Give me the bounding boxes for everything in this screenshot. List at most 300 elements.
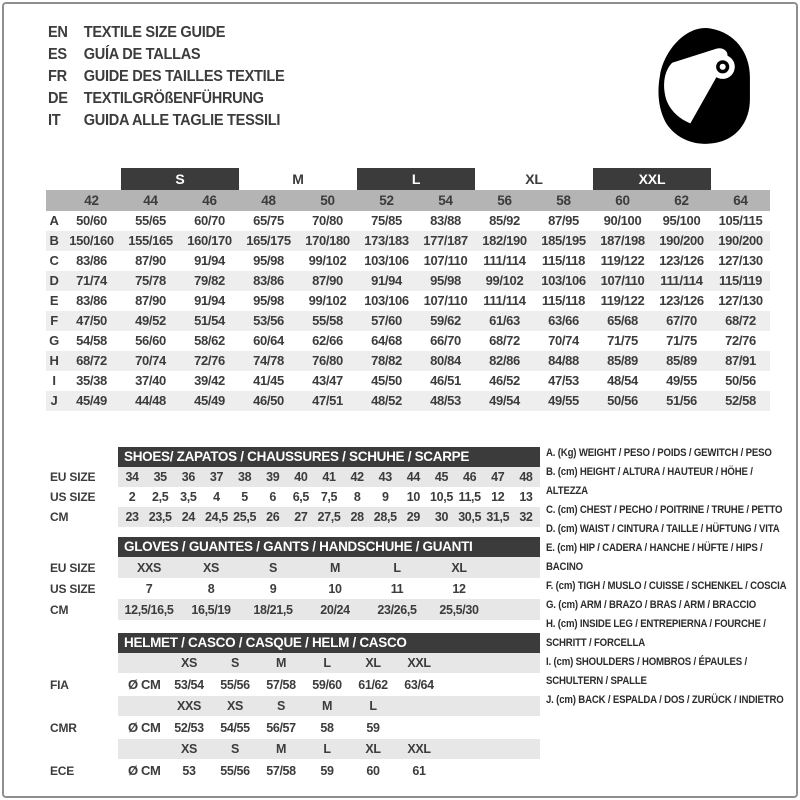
helmet-size-cell: XXS bbox=[177, 699, 201, 713]
row-letter: J bbox=[50, 393, 58, 408]
size-cell: 170/180 bbox=[305, 233, 350, 248]
table-cell: 28 bbox=[350, 510, 364, 524]
legend-item: B. (cm) HEIGHT / ALTURA / HAUTEUR / HÖHE / ALTEZZA bbox=[546, 466, 753, 497]
size-column-header: 50 bbox=[320, 193, 335, 208]
size-cell: 75/78 bbox=[135, 273, 166, 288]
shoes-table-title: SHOES/ ZAPATOS / CHAUSSURES / SCHUHE / SCARPE bbox=[118, 447, 540, 467]
table-row-label: US SIZE bbox=[50, 581, 96, 596]
size-group-xxl: XXL bbox=[593, 168, 711, 190]
size-cell: 155/165 bbox=[128, 233, 173, 248]
table-cell: 54/55 bbox=[220, 720, 250, 735]
language-code: DE bbox=[48, 90, 68, 107]
size-row-a bbox=[46, 211, 770, 231]
size-column-header: 42 bbox=[84, 193, 99, 208]
table-cell: 16,5/19 bbox=[191, 602, 231, 617]
size-cell: 72/76 bbox=[725, 333, 756, 348]
size-cell: 55/65 bbox=[135, 213, 166, 228]
table-cell: XS bbox=[203, 560, 219, 575]
table-cell: 3,5 bbox=[180, 490, 197, 504]
table-cell: 10 bbox=[406, 490, 420, 504]
size-cell: 49/55 bbox=[666, 373, 697, 388]
language-row bbox=[48, 66, 284, 88]
size-cell: 61/63 bbox=[489, 313, 520, 328]
table-cell: 59/60 bbox=[312, 677, 342, 692]
size-group-row bbox=[46, 168, 770, 190]
table-cell: 23/26,5 bbox=[377, 602, 417, 617]
size-cell: 85/89 bbox=[666, 353, 697, 368]
table-cell: 46 bbox=[463, 470, 477, 484]
helmet-values bbox=[118, 673, 540, 696]
table-cell: 18/21,5 bbox=[253, 602, 293, 617]
size-group-xl: XL bbox=[525, 171, 543, 187]
table-row-values bbox=[118, 599, 540, 620]
size-cell: 190/200 bbox=[659, 233, 704, 248]
table-cell: 40 bbox=[294, 470, 308, 484]
size-cell: 47/50 bbox=[76, 313, 107, 328]
table-cell: 27 bbox=[294, 510, 308, 524]
helmet-value-row-cmr bbox=[50, 716, 540, 739]
helmet-size-cell: M bbox=[275, 742, 287, 756]
helmet-size-header-row bbox=[50, 653, 540, 673]
size-row-e bbox=[46, 291, 770, 311]
size-cell: 80/84 bbox=[430, 353, 461, 368]
helmet-table-body bbox=[50, 653, 540, 782]
table-cell: 25,5 bbox=[233, 510, 257, 524]
size-cell: 35/38 bbox=[76, 373, 107, 388]
size-cell: 99/102 bbox=[308, 253, 347, 268]
size-cell: 60/64 bbox=[253, 333, 284, 348]
size-cell: 49/52 bbox=[135, 313, 166, 328]
size-cell: 111/114 bbox=[660, 273, 703, 288]
size-cell: 105/115 bbox=[718, 213, 763, 228]
table-row-label bbox=[50, 739, 118, 759]
table-cell: 6,5 bbox=[292, 490, 310, 504]
size-cell: 46/52 bbox=[489, 373, 520, 388]
table-cell: 30,5 bbox=[458, 510, 482, 524]
size-cell: 95/98 bbox=[430, 273, 461, 288]
size-cell: 57/60 bbox=[371, 313, 402, 328]
size-cell: 95/98 bbox=[253, 293, 284, 308]
table-row bbox=[50, 599, 540, 620]
size-row-g bbox=[46, 331, 770, 351]
table-cell: 23,5 bbox=[148, 510, 172, 524]
size-cell: 75/85 bbox=[371, 213, 402, 228]
legend-item: J. (cm) BACK / ESPALDA / DOS / ZURÜCK / INDIETRO bbox=[546, 694, 784, 706]
size-cell: 87/95 bbox=[548, 213, 579, 228]
table-cell: L bbox=[393, 560, 401, 575]
legend-item: H. (cm) INSIDE LEG / ENTREPIERNA / FOURCHE / SCHRITT / FORCELLA bbox=[546, 618, 766, 649]
size-cell: 90/100 bbox=[603, 213, 642, 228]
size-cell: 99/102 bbox=[308, 293, 347, 308]
table-cell: 53/54 bbox=[174, 677, 204, 692]
size-row-b bbox=[46, 231, 770, 251]
helmet-size-headers bbox=[118, 696, 540, 716]
size-cell: 48/52 bbox=[371, 393, 402, 408]
table-cell: 56/57 bbox=[266, 720, 296, 735]
size-cell: 65/75 bbox=[253, 213, 284, 228]
size-columns-row bbox=[46, 190, 770, 211]
table-row-values bbox=[118, 487, 540, 507]
table-cell: 47 bbox=[491, 470, 505, 484]
helmet-values bbox=[118, 716, 540, 739]
size-cell: 51/54 bbox=[194, 313, 225, 328]
helmet-size-cell: XS bbox=[181, 656, 197, 670]
helmet-icon bbox=[652, 26, 758, 148]
row-letter: F bbox=[50, 313, 58, 328]
table-cell: 9 bbox=[381, 490, 389, 504]
table-cell: 55/56 bbox=[220, 677, 250, 692]
language-row bbox=[48, 110, 284, 132]
row-letter: I bbox=[52, 373, 56, 388]
size-cell: 83/86 bbox=[76, 293, 107, 308]
table-cell: 24 bbox=[181, 510, 195, 524]
size-cell: 49/54 bbox=[489, 393, 520, 408]
table-cell: 53 bbox=[182, 763, 196, 778]
size-cell: 83/88 bbox=[430, 213, 461, 228]
size-cell: 95/100 bbox=[662, 213, 701, 228]
table-cell: 57/58 bbox=[266, 763, 296, 778]
helmet-size-cell: S bbox=[277, 699, 285, 713]
helmet-size-cell: XXL bbox=[407, 742, 431, 756]
table-cell: 59 bbox=[366, 720, 380, 735]
table-row bbox=[50, 557, 540, 578]
size-cell: 91/94 bbox=[194, 293, 225, 308]
table-cell: 20/24 bbox=[320, 602, 350, 617]
size-cell: 87/91 bbox=[725, 353, 756, 368]
size-cell: 68/72 bbox=[489, 333, 520, 348]
size-cell: 47/51 bbox=[312, 393, 343, 408]
size-cell: 55/58 bbox=[312, 313, 343, 328]
textile-size-table bbox=[46, 168, 770, 411]
size-column-header: 56 bbox=[497, 193, 512, 208]
size-cell: 56/60 bbox=[135, 333, 166, 348]
helmet-standard-label: ECE bbox=[50, 763, 75, 778]
size-cell: 62/66 bbox=[312, 333, 343, 348]
table-cell: 42 bbox=[350, 470, 364, 484]
helmet-size-cell: XS bbox=[227, 699, 243, 713]
helmet-value-row-ece bbox=[50, 759, 540, 782]
row-letter: E bbox=[49, 293, 59, 308]
table-cell: 29 bbox=[406, 510, 420, 524]
size-cell: 95/98 bbox=[253, 253, 284, 268]
size-column-header: 54 bbox=[438, 193, 453, 208]
legend-item: D. (cm) WAIST / CINTURA / TAILLE / HÜFTUNG / VITA bbox=[546, 523, 780, 535]
diameter-label: Ø CM bbox=[128, 763, 161, 778]
helmet-standard-label: CMR bbox=[50, 720, 77, 735]
size-cell: 103/106 bbox=[364, 253, 409, 268]
size-cell: 72/76 bbox=[194, 353, 225, 368]
table-cell: 41 bbox=[322, 470, 336, 484]
gloves-table-body bbox=[50, 557, 540, 620]
size-cell: 48/53 bbox=[430, 393, 461, 408]
table-cell: 36 bbox=[181, 470, 195, 484]
language-code: IT bbox=[48, 112, 61, 129]
size-cell: 115/118 bbox=[541, 293, 586, 308]
gloves-table bbox=[50, 537, 540, 620]
size-group-m: M bbox=[292, 171, 304, 187]
helmet-size-cell: L bbox=[323, 742, 331, 756]
size-cell: 50/60 bbox=[76, 213, 107, 228]
size-cell: 187/198 bbox=[600, 233, 645, 248]
size-row-j bbox=[46, 391, 770, 411]
size-cell: 127/130 bbox=[718, 253, 763, 268]
table-cell: 12 bbox=[491, 490, 505, 504]
table-cell: 7,5 bbox=[320, 490, 338, 504]
size-cell: 43/47 bbox=[312, 373, 343, 388]
table-cell: 4 bbox=[213, 490, 220, 504]
table-cell: 55/56 bbox=[220, 763, 250, 778]
table-cell: 6 bbox=[269, 490, 277, 504]
language-title: GUÍA DE TALLAS bbox=[83, 46, 201, 63]
table-cell: 28,5 bbox=[373, 510, 397, 524]
size-cell: 63/66 bbox=[548, 313, 579, 328]
helmet-size-cell: XL bbox=[365, 742, 381, 756]
table-row-label bbox=[50, 653, 118, 673]
table-cell: 8 bbox=[353, 490, 361, 504]
table-cell: 61/62 bbox=[358, 677, 388, 692]
size-column-header: 48 bbox=[261, 193, 276, 208]
diameter-label: Ø CM bbox=[128, 720, 161, 735]
row-letter: G bbox=[49, 333, 59, 348]
size-cell: 182/190 bbox=[482, 233, 527, 248]
table-cell: 43 bbox=[378, 470, 392, 484]
corner-cell bbox=[46, 190, 62, 211]
size-cell: 85/92 bbox=[489, 213, 520, 228]
size-row-i bbox=[46, 371, 770, 391]
legend-item: C. (cm) CHEST / PECHO / POITRINE / TRUHE / PETTO bbox=[546, 504, 783, 516]
table-row-label: CM bbox=[50, 510, 69, 524]
table-row-label: EU SIZE bbox=[50, 560, 96, 575]
helmet-size-cell: S bbox=[231, 656, 239, 670]
table-cell: 35 bbox=[153, 470, 167, 484]
table-cell: 11 bbox=[390, 581, 404, 596]
size-cell: 70/74 bbox=[548, 333, 579, 348]
table-cell: 58 bbox=[320, 720, 334, 735]
table-cell: 37 bbox=[209, 470, 224, 484]
table-row bbox=[50, 487, 540, 507]
size-cell: 45/49 bbox=[194, 393, 225, 408]
size-cell: 185/195 bbox=[541, 233, 586, 248]
size-cell: 45/49 bbox=[76, 393, 107, 408]
size-cell: 39/42 bbox=[194, 373, 225, 388]
size-cell: 87/90 bbox=[135, 253, 166, 268]
size-cell: 190/200 bbox=[718, 233, 763, 248]
size-cell: 68/72 bbox=[725, 313, 756, 328]
helmet-standard-label: FIA bbox=[50, 677, 69, 692]
table-cell: 12,5/16,5 bbox=[124, 602, 174, 617]
size-cell: 67/70 bbox=[666, 313, 697, 328]
table-cell: 48 bbox=[519, 470, 533, 484]
helmet-size-cell: L bbox=[369, 699, 377, 713]
table-cell: 52/53 bbox=[174, 720, 204, 735]
size-cell: 50/56 bbox=[725, 373, 756, 388]
size-cell: 41/45 bbox=[253, 373, 284, 388]
size-cell: 54/58 bbox=[76, 333, 107, 348]
helmet-size-cell: L bbox=[323, 656, 331, 670]
size-row-c bbox=[46, 251, 770, 271]
size-group-s: S bbox=[121, 168, 239, 190]
helmet-size-headers bbox=[118, 739, 540, 759]
size-cell: 59/62 bbox=[430, 313, 461, 328]
row-letter: B bbox=[49, 233, 59, 248]
size-row-d bbox=[46, 271, 770, 291]
table-cell: M bbox=[329, 560, 341, 575]
size-column-header: 46 bbox=[202, 193, 217, 208]
language-code: ES bbox=[48, 46, 67, 63]
table-cell: 11,5 bbox=[458, 490, 481, 504]
helmet-size-headers bbox=[118, 653, 540, 673]
language-code: FR bbox=[48, 68, 67, 85]
shoes-table bbox=[50, 447, 540, 527]
size-cell: 103/106 bbox=[541, 273, 586, 288]
size-column-header: 62 bbox=[674, 193, 689, 208]
table-cell: 10,5 bbox=[430, 490, 453, 504]
gloves-table-title: GLOVES / GUANTES / GANTS / HANDSCHUHE / GUANTI bbox=[118, 537, 540, 557]
size-cell: 71/75 bbox=[607, 333, 638, 348]
table-cell: 31,5 bbox=[486, 510, 510, 524]
size-cell: 82/86 bbox=[489, 353, 520, 368]
row-letter: D bbox=[49, 273, 59, 288]
table-cell: 23 bbox=[125, 510, 139, 524]
table-cell: 9 bbox=[269, 581, 277, 596]
helmet-table-title: HELMET / CASCO / CASQUE / HELM / CASCO bbox=[118, 633, 540, 653]
size-cell: 37/40 bbox=[135, 373, 166, 388]
language-row bbox=[48, 22, 284, 44]
table-cell: 26 bbox=[266, 510, 280, 524]
table-cell: 63/64 bbox=[404, 677, 434, 692]
size-cell: 58/62 bbox=[194, 333, 225, 348]
size-cell: 79/82 bbox=[194, 273, 225, 288]
table-cell: 5 bbox=[241, 490, 248, 504]
size-cell: 111/114 bbox=[483, 253, 526, 268]
size-cell: 70/80 bbox=[312, 213, 343, 228]
language-title: TEXTILGRÖßENFÜHRUNG bbox=[83, 90, 264, 107]
table-cell: 38 bbox=[237, 470, 252, 484]
table-row-values bbox=[118, 467, 540, 487]
row-letter: H bbox=[49, 353, 59, 368]
table-cell: 30 bbox=[434, 510, 449, 524]
table-cell: 12 bbox=[452, 581, 466, 596]
table-cell: 27,5 bbox=[317, 510, 341, 524]
size-cell: 111/114 bbox=[483, 293, 526, 308]
table-row-values bbox=[118, 507, 540, 527]
legend-item: F. (cm) TIGH / MUSLO / CUISSE / SCHENKEL / COSCIA bbox=[546, 580, 787, 592]
size-cell: 84/88 bbox=[548, 353, 579, 368]
size-cell: 46/51 bbox=[430, 373, 461, 388]
size-cell: 76/80 bbox=[312, 353, 343, 368]
table-cell: S bbox=[269, 560, 277, 575]
size-rows bbox=[46, 211, 770, 411]
size-column-header: 52 bbox=[379, 193, 394, 208]
table-row bbox=[50, 578, 540, 599]
size-cell: 115/118 bbox=[541, 253, 586, 268]
size-cell: 103/106 bbox=[364, 293, 409, 308]
size-cell: 51/56 bbox=[666, 393, 697, 408]
size-cell: 65/68 bbox=[607, 313, 638, 328]
table-row-label: EU SIZE bbox=[50, 470, 96, 484]
size-column-header: 58 bbox=[556, 193, 571, 208]
table-cell: 13 bbox=[519, 490, 533, 504]
size-cell: 52/58 bbox=[725, 393, 756, 408]
size-cell: 60/70 bbox=[194, 213, 225, 228]
legend-item: G. (cm) ARM / BRAZO / BRAS / ARM / BRACCIO bbox=[546, 599, 757, 611]
table-cell: 45 bbox=[434, 470, 449, 484]
size-cell: 44/48 bbox=[135, 393, 166, 408]
table-cell: 25,5/30 bbox=[439, 602, 479, 617]
table-row-label bbox=[50, 696, 118, 716]
table-cell: XL bbox=[451, 560, 467, 575]
size-cell: 115/119 bbox=[718, 273, 763, 288]
size-cell: 107/110 bbox=[600, 273, 645, 288]
size-cell: 78/82 bbox=[371, 353, 402, 368]
helmet-value-row-fia bbox=[50, 673, 540, 696]
helmet-size-cell: M bbox=[321, 699, 333, 713]
table-cell: 39 bbox=[266, 470, 280, 484]
size-cell: 71/74 bbox=[76, 273, 107, 288]
size-cell: 173/183 bbox=[364, 233, 409, 248]
language-row bbox=[48, 44, 284, 66]
shoes-table-body bbox=[50, 467, 540, 527]
size-group-l: L bbox=[357, 168, 475, 190]
table-row bbox=[50, 507, 540, 527]
helmet-size-cell: XL bbox=[365, 656, 381, 670]
row-letter: A bbox=[49, 213, 59, 228]
size-cell: 66/70 bbox=[430, 333, 461, 348]
table-row bbox=[50, 467, 540, 487]
language-code: EN bbox=[48, 24, 68, 41]
size-cell: 49/55 bbox=[548, 393, 579, 408]
size-cell: 91/94 bbox=[194, 253, 225, 268]
table-row-label: CM bbox=[50, 602, 69, 617]
legend-item: E. (cm) HIP / CADERA / HANCHE / HÜFTE / HIPS / BACINO bbox=[546, 542, 763, 573]
size-cell: 74/78 bbox=[253, 353, 284, 368]
size-cell: 160/170 bbox=[187, 233, 232, 248]
legend-item: I. (cm) SHOULDERS / HOMBROS / ÉPAULES / SCHULTERN / SPALLE bbox=[546, 656, 748, 687]
size-column-header: 44 bbox=[143, 193, 158, 208]
size-cell: 71/75 bbox=[666, 333, 697, 348]
size-row-f bbox=[46, 311, 770, 331]
size-cell: 50/56 bbox=[607, 393, 638, 408]
size-cell: 46/50 bbox=[253, 393, 284, 408]
size-cell: 85/89 bbox=[607, 353, 638, 368]
row-letter: C bbox=[49, 253, 59, 268]
helmet-size-cell: XXL bbox=[407, 656, 431, 670]
table-row-label: US SIZE bbox=[50, 490, 96, 504]
table-cell: 61 bbox=[412, 763, 426, 778]
size-cell: 177/187 bbox=[423, 233, 468, 248]
size-cell: 119/122 bbox=[600, 293, 645, 308]
size-cell: 150/160 bbox=[69, 233, 114, 248]
table-cell: 10 bbox=[328, 581, 342, 596]
helmet-values bbox=[118, 759, 540, 782]
size-cell: 83/86 bbox=[76, 253, 107, 268]
language-title: GUIDE DES TAILLES TEXTILE bbox=[83, 68, 285, 85]
size-cell: 165/175 bbox=[246, 233, 291, 248]
table-cell: XXS bbox=[137, 560, 161, 575]
size-cell: 64/68 bbox=[371, 333, 402, 348]
size-cell: 68/72 bbox=[76, 353, 107, 368]
helmet-table bbox=[50, 633, 540, 782]
size-cell: 87/90 bbox=[135, 293, 166, 308]
size-cell: 47/53 bbox=[548, 373, 579, 388]
size-column-header: 60 bbox=[615, 193, 630, 208]
table-row-values bbox=[118, 578, 540, 599]
table-cell: 57/58 bbox=[266, 677, 296, 692]
table-cell: 2,5 bbox=[152, 490, 169, 504]
size-cell: 99/102 bbox=[485, 273, 524, 288]
size-cell: 127/130 bbox=[718, 293, 763, 308]
language-list bbox=[48, 22, 284, 132]
